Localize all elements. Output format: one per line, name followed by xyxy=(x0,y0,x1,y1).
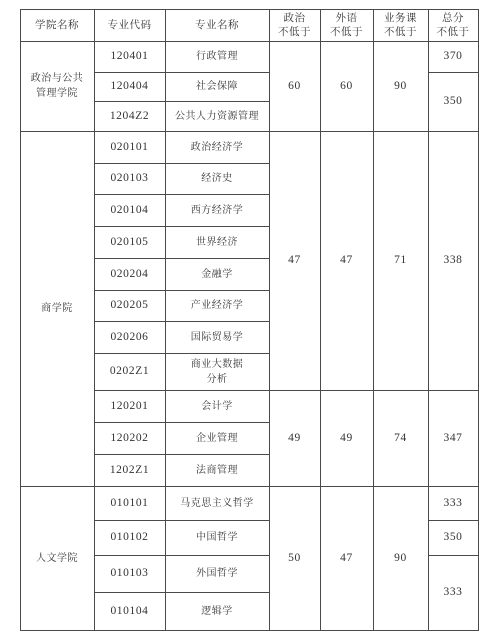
major-code: 020101 xyxy=(110,140,149,153)
foreign-min-score: 49 xyxy=(340,431,353,444)
major-code: 020103 xyxy=(110,172,149,184)
foreign-min-score: 60 xyxy=(340,79,353,92)
politics-min-score: 60 xyxy=(288,79,301,92)
major-name: 西方经济学 xyxy=(190,204,244,216)
business-min-score: 74 xyxy=(394,431,407,444)
college-name: 政治与公共 管理学院 xyxy=(30,73,84,99)
major-code: 120202 xyxy=(110,431,149,444)
major-name: 产业经济学 xyxy=(190,300,244,311)
college-name: 人文学院 xyxy=(36,552,78,564)
major-name: 经济史 xyxy=(201,173,233,184)
table-border-bottom xyxy=(20,630,478,631)
major-code: 010102 xyxy=(110,531,149,543)
major-name: 外国哲学 xyxy=(196,568,238,579)
major-name: 会计学 xyxy=(201,400,233,412)
major-code: 020204 xyxy=(110,267,149,280)
college-name: 商学院 xyxy=(41,303,73,314)
business-min-score: 90 xyxy=(394,79,407,92)
header-business: 业务课 不低于 xyxy=(384,12,417,38)
politics-min-score: 50 xyxy=(288,551,301,564)
major-name: 世界经济 xyxy=(196,236,238,248)
politics-min-score: 47 xyxy=(288,254,301,266)
header-major: 专业名称 xyxy=(195,19,239,31)
major-name: 企业管理 xyxy=(196,432,238,444)
major-code: 010101 xyxy=(110,496,149,509)
header-total: 总分 不低于 xyxy=(436,12,470,38)
major-code: 120401 xyxy=(110,50,149,62)
major-name: 国际贸易学 xyxy=(190,331,244,343)
major-name: 逻辑学 xyxy=(201,605,233,617)
total-min-score: 338 xyxy=(443,254,463,266)
major-code: 010103 xyxy=(110,567,149,579)
major-name: 行政管理 xyxy=(196,51,238,62)
header-foreign: 外语 不低于 xyxy=(330,12,363,38)
foreign-min-score: 47 xyxy=(340,254,353,266)
total-min-score: 333 xyxy=(443,496,463,509)
major-code: 0202Z1 xyxy=(109,365,150,377)
major-name: 商业大数据 分析 xyxy=(190,358,244,385)
major-code: 120404 xyxy=(110,80,149,92)
politics-min-score: 49 xyxy=(288,431,301,444)
major-name: 政治经济学 xyxy=(190,141,244,153)
foreign-min-score: 47 xyxy=(340,551,353,564)
major-code: 020104 xyxy=(110,203,149,216)
business-min-score: 90 xyxy=(394,551,407,564)
total-min-score: 370 xyxy=(443,50,463,62)
header-code: 专业代码 xyxy=(107,19,152,31)
header-politics: 政治 不低于 xyxy=(278,12,311,38)
major-code: 020105 xyxy=(110,235,149,248)
total-min-score: 347 xyxy=(443,431,463,444)
major-code: 020206 xyxy=(110,330,149,343)
major-code: 1204Z2 xyxy=(109,109,150,122)
header-college: 学院名称 xyxy=(35,19,79,31)
total-min-score: 350 xyxy=(443,531,463,543)
business-min-score: 71 xyxy=(394,254,407,266)
major-code: 120201 xyxy=(110,399,149,412)
major-code: 1202Z1 xyxy=(109,463,150,476)
table-border-right xyxy=(478,9,479,631)
total-min-score: 350 xyxy=(443,95,463,107)
major-name: 金融学 xyxy=(201,268,233,280)
major-name: 社会保障 xyxy=(196,81,238,92)
major-name: 公共人力资源管理 xyxy=(175,110,259,122)
major-name: 中国哲学 xyxy=(196,532,238,543)
major-code: 020205 xyxy=(110,299,149,311)
total-min-score: 333 xyxy=(443,586,463,598)
major-name: 法商管理 xyxy=(196,464,238,476)
major-code: 010104 xyxy=(110,604,149,617)
major-name: 马克思主义哲学 xyxy=(180,497,254,509)
